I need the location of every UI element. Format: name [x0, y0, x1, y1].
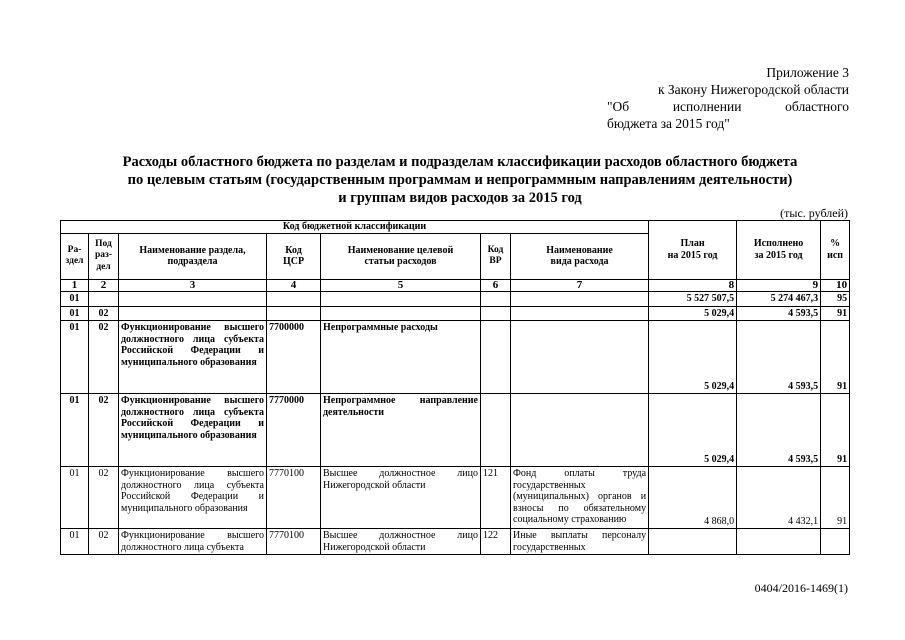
- appendix-line-2: к Закону Нижегородской области: [657, 82, 849, 97]
- table-row: 01 02 Функционирование высшего должностного лица субъекта Российской Федерации и муниципального образования 7770000 Непрограммное направление деятельности 5 029,4 4 593,5 91: [61, 394, 850, 467]
- header-vr-name: Наименование вида расхода: [511, 233, 649, 279]
- title-line-3: и группам видов расходов за 2015 год: [338, 190, 582, 206]
- title-line-2: по целевым статьям (государственным программам и непрограммным направлениям деятельности): [127, 172, 793, 188]
- appendix-line-1: Приложение 3: [766, 65, 849, 80]
- appendix-block: [607, 64, 849, 132]
- title-line-1: Расходы областного бюджета по разделам и подразделам классификации расходов областного бюджета: [122, 154, 798, 170]
- header-csr: Код ЦСР: [267, 233, 321, 279]
- table-row: 01 02 Функционирование высшего должностного лица субъекта Российской Федерации и муниципального образования 7700000 Непрограммные расходы 5 029,4 4 593,5 91: [61, 321, 850, 394]
- table-row: 01 02 Функционирование высшего должностного лица субъекта Российской Федерации и муниципального образования 7770100 Высшее должностное лицо Нижегородской области 121 Фонд оплаты труда государственных (муниципальных) органов и взносы по обязательному социальному страхованию 4 868,0 4 432,1 91: [61, 467, 850, 529]
- appendix-line-4: бюджета за 2015 год": [607, 116, 730, 131]
- classification-group-header: Код бюджетной классификации: [61, 221, 649, 234]
- appendix-line-3: "Об исполнении областного: [607, 99, 849, 114]
- header-executed: Исполнено за 2015 год: [737, 221, 821, 280]
- table-row: 01 02 Функционирование высшего должностного лица субъекта 7770100 Высшее должностное лицо Нижегородской области 122 Иные выплаты персоналу государственных: [61, 529, 850, 555]
- document-code: 0404/2016-1469(1): [754, 581, 848, 595]
- header-razdel: Ра- здел: [61, 233, 89, 279]
- document-title: [60, 153, 860, 207]
- header-podrazdel: Под раз- дел: [89, 233, 119, 279]
- table-row: 01 5 527 507,5 5 274 467,3 95: [61, 292, 850, 307]
- header-target: Наименование целевой статьи расходов: [321, 233, 481, 279]
- header-name: Наименование раздела, подраздела: [119, 233, 267, 279]
- table-row: 01 02 5 029,4 4 593,5 91: [61, 306, 850, 321]
- header-plan: План на 2015 год: [649, 221, 737, 280]
- expenses-table: [60, 220, 850, 555]
- header-percent: % исп: [821, 221, 850, 280]
- units-label: (тыс. рублей): [780, 206, 848, 220]
- column-numbers-row: 1 2 3 4 5 6 7 8 9 10: [61, 279, 850, 292]
- header-vr: Код ВР: [481, 233, 511, 279]
